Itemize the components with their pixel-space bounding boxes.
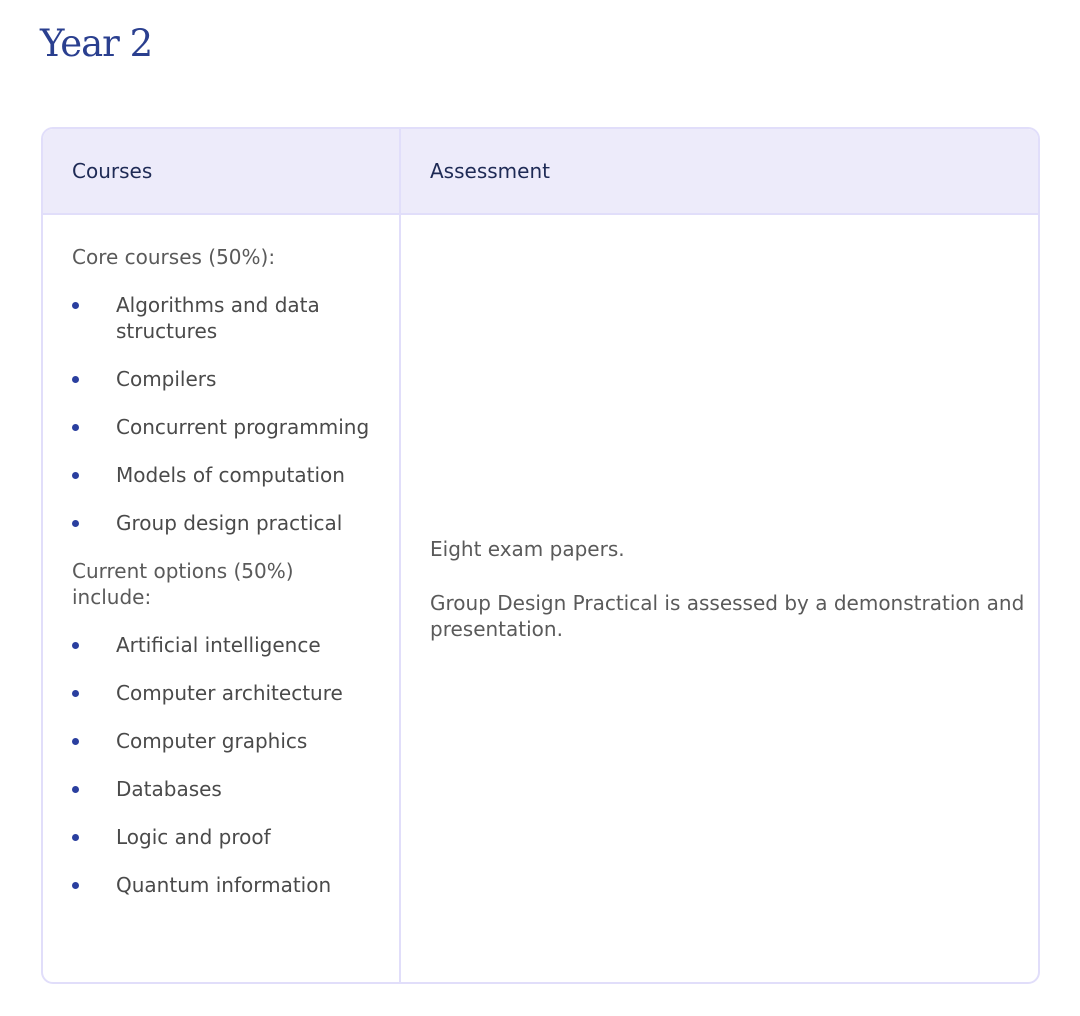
core-list	[72, 292, 379, 536]
list-item	[72, 632, 379, 658]
bullet-icon	[72, 376, 79, 383]
list-item-label: Logic and proof	[116, 825, 271, 849]
header-assessment: Assessment	[401, 129, 1038, 215]
list-item	[72, 414, 379, 440]
bullet-icon	[72, 786, 79, 793]
bullet-icon	[72, 690, 79, 697]
list-item	[72, 366, 379, 392]
course-table	[41, 127, 1040, 984]
bullet-icon	[72, 472, 79, 479]
options-list	[72, 632, 379, 898]
assessment-text: Group Design Practical is assessed by a demonstration and presentation.	[430, 590, 1025, 641]
list-item-label: Databases	[116, 777, 222, 801]
list-item-label: Computer graphics	[116, 729, 308, 753]
list-item	[72, 292, 379, 344]
list-item-label: Computer architecture	[116, 681, 343, 705]
list-item-label: Quantum information	[116, 873, 332, 897]
options-heading: Current options (50%) include:	[72, 559, 294, 609]
courses-cell	[43, 215, 401, 982]
bullet-icon	[72, 738, 79, 745]
list-item-label: Artificial intelligence	[116, 633, 321, 657]
list-item-label: Group design practical	[116, 511, 343, 535]
bullet-icon	[72, 520, 79, 527]
bullet-icon	[72, 424, 79, 431]
header-courses: Courses	[43, 129, 401, 215]
list-item	[72, 462, 379, 488]
list-item	[72, 728, 379, 754]
list-item	[72, 680, 379, 706]
bullet-icon	[72, 834, 79, 841]
list-item	[72, 824, 379, 850]
assessment-cell	[401, 215, 1038, 982]
core-heading: Core courses (50%):	[72, 245, 276, 269]
page-title: Year 2	[40, 22, 153, 65]
list-item-label: Concurrent programming	[116, 415, 370, 439]
bullet-icon	[72, 882, 79, 889]
assessment-text: Eight exam papers.	[430, 536, 625, 561]
list-item	[72, 510, 379, 536]
bullet-icon	[72, 642, 79, 649]
list-item	[72, 776, 379, 802]
bullet-icon	[72, 302, 79, 309]
list-item-label: Compilers	[116, 367, 217, 391]
list-item	[72, 872, 379, 898]
list-item-label: Models of computation	[116, 463, 345, 487]
list-item-label: Algorithms and data structures	[116, 293, 320, 343]
